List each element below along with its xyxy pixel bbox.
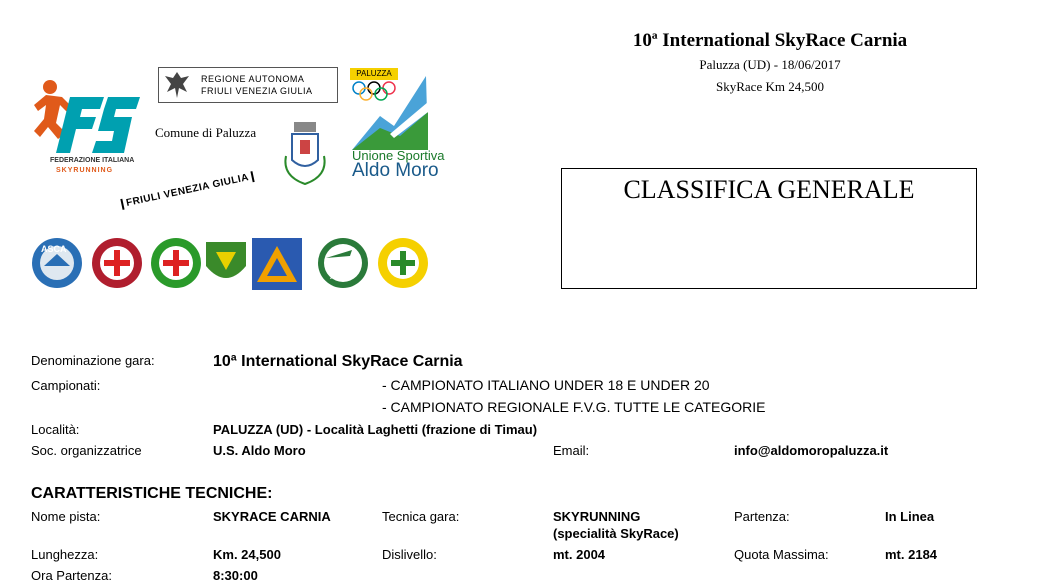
regione-logo [158,67,338,103]
lunghezza-label: Lunghezza: [31,547,99,562]
campionato-item: - CAMPIONATO REGIONALE F.V.G. TUTTE LE CATEGORIE [382,399,766,415]
fs-letters-icon [56,97,140,153]
fisky-line2: SKYRUNNING [56,167,114,174]
unione-line2: Aldo Moro [352,160,439,181]
nome-pista-label: Nome pista: [31,509,101,524]
fisky-line1: FEDERAZIONE ITALIANA [50,157,135,164]
localita-label: Località: [31,422,80,437]
denominazione-label: Denominazione gara: [31,353,155,368]
email-value: info@aldomoropaluzza.it [734,443,889,458]
comune-crest-icon [280,120,330,190]
localita-value: PALUZZA (UD) - Località Laghetti (frazione di Timau) [213,422,538,437]
soc-label: Soc. organizzatrice [31,443,142,458]
eagle-icon [163,70,191,100]
dislivello-label: Dislivello: [382,547,437,562]
soccorso-alpino-badge-icon [378,238,428,288]
tecnica-value-detail: (specialità SkyRace) [553,526,679,541]
lunghezza-value: Km. 24,500 [213,547,281,562]
guardia-shield-icon [206,242,246,278]
regione-line1: REGIONE AUTONOMA [201,74,305,84]
denominazione-value: 10ª International SkyRace Carnia [213,353,463,370]
fvg-band: FRIULI VENEZIA GIULIA [120,171,254,210]
dislivello-value: mt. 2004 [553,547,606,562]
classifica-title: CLASSIFICA GENERALE [623,175,915,204]
soc-value: U.S. Aldo Moro [213,443,306,458]
regione-line2: FRIULI VENEZIA GIULIA [201,86,313,96]
campionato-item: - CAMPIONATO ITALIANO UNDER 18 E UNDER 20 [382,377,710,393]
quota-value: mt. 2184 [885,547,938,562]
race-place-date: Paluzza (UD) - 18/06/2017 [699,57,841,72]
paluzza-banner: PALUZZA [350,68,398,80]
tech-heading: CARATTERISTICHE TECNICHE: [31,485,273,502]
ora-partenza-label: Ora Partenza: [31,568,112,583]
asca-text: ASCA [41,244,67,254]
tecnica-label: Tecnica gara: [382,509,460,524]
soccorso-badge-icon [151,238,201,288]
sponsor-badges [30,236,435,292]
mountain-logo-icon [350,72,430,152]
ora-partenza-value: 8:30:00 [213,568,258,583]
partenza-label: Partenza: [734,509,790,524]
tecnica-value: SKYRUNNING [553,509,641,524]
email-label: Email: [553,443,590,458]
protezione-civile-icon [252,238,302,290]
race-title: 10ª International SkyRace Carnia [632,30,908,51]
campionati-label: Campionati: [31,378,101,393]
classifica-box [561,168,977,289]
race-distance: SkyRace Km 24,500 [716,79,824,94]
partenza-value: In Linea [885,509,935,524]
quota-label: Quota Massima: [734,547,829,562]
comune-label: Comune di Paluzza [155,125,257,140]
alpini-text: NAZ ALPINI [330,266,353,281]
carabinieri-badge-icon [92,238,142,288]
nome-pista-value: SKYRACE CARNIA [213,509,331,524]
unione-line1: Unione Sportiva [352,148,445,163]
